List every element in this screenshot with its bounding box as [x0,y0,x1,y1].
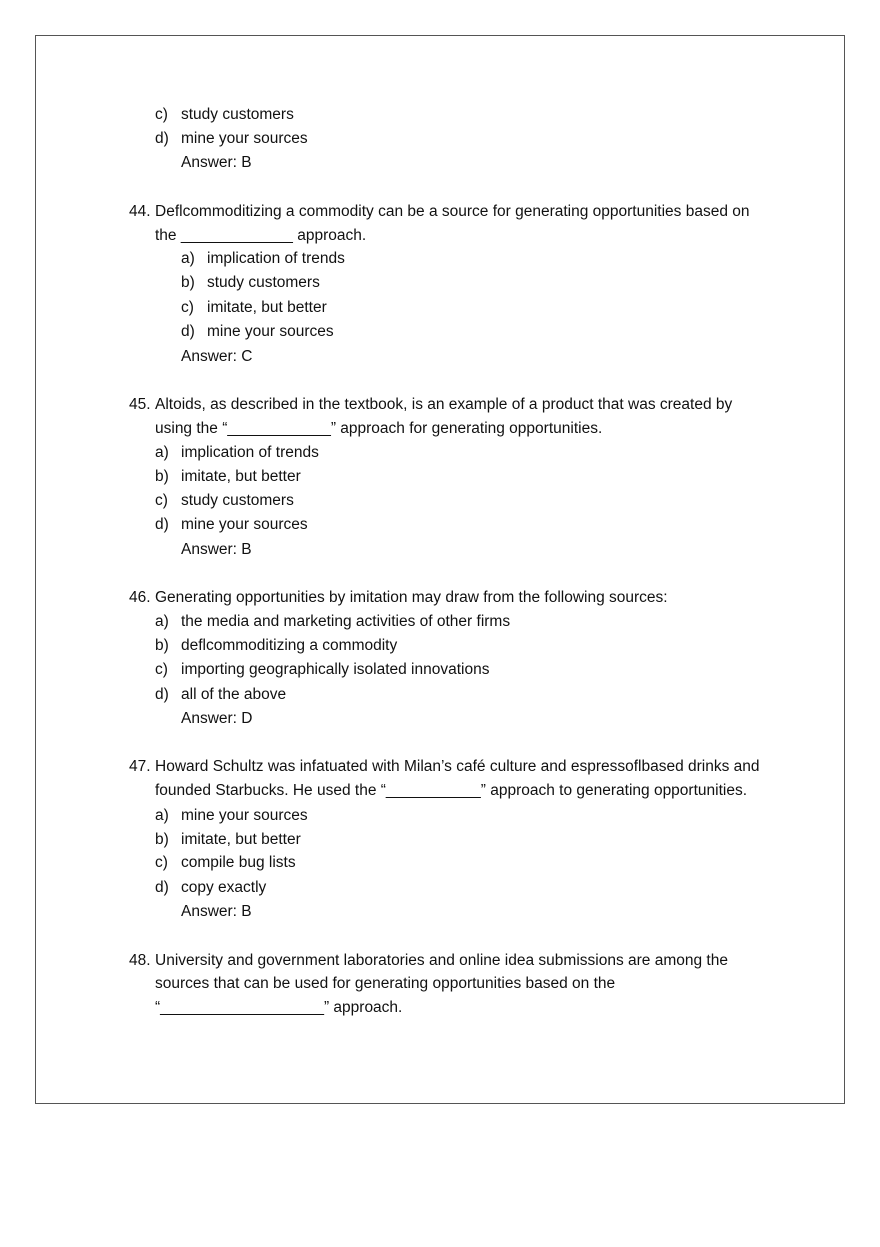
question-text-line: the _____________ approach. [155,227,367,244]
option-text: the media and marketing activities of other firms [181,613,511,630]
option-text: imitate, but better [181,468,301,485]
option-letter: d) [155,686,169,703]
option-letter: c) [155,854,168,871]
option-text: mine your sources [207,323,334,340]
option-text: imitate, but better [181,831,301,848]
option-letter: c) [155,106,168,123]
option-text: study customers [181,106,294,123]
answer: Answer: B [181,541,252,558]
option-text: importing geographically isolated innovations [181,661,490,678]
option-text: mine your sources [181,516,308,533]
option-letter: b) [181,274,195,291]
option-text: study customers [207,274,320,291]
option-text: deflcommoditizing a commodity [181,637,398,654]
question-text-line: using the “____________” approach for generating opportunities. [155,420,603,437]
question-number: 44. [129,203,151,220]
option-letter: b) [155,468,169,485]
question-text-line: “___________________” approach. [155,999,403,1016]
answer: Answer: B [181,154,252,171]
option-text: copy exactly [181,879,267,896]
question-text-line: sources that can be used for generating opportunities based on the [155,975,616,992]
option-letter: d) [155,516,169,533]
option-text: mine your sources [181,130,308,147]
option-letter: d) [155,879,169,896]
page-frame [35,35,845,1104]
option-letter: a) [155,613,169,630]
question-text-line: Howard Schultz was infatuated with Milan’s café culture and espressoflbased drinks and [155,758,760,775]
option-text: imitate, but better [207,299,327,316]
answer: Answer: C [181,348,253,365]
option-letter: d) [181,323,195,340]
question-text-line: Altoids, as described in the textbook, is an example of a product that was created by [155,396,733,413]
option-letter: b) [155,637,169,654]
option-text: compile bug lists [181,854,296,871]
option-letter: a) [181,250,195,267]
question-text-line: University and government laboratories and online idea submissions are among the [155,952,728,969]
question-number: 46. [129,589,151,606]
option-letter: c) [155,492,168,509]
answer: Answer: B [181,903,252,920]
question-number: 48. [129,952,151,969]
answer: Answer: D [181,710,253,727]
option-letter: a) [155,444,169,461]
question-text-line: Generating opportunities by imitation may draw from the following sources: [155,589,668,606]
question-text-line: founded Starbucks. He used the “___________” approach to generating opportunities. [155,782,748,799]
question-number: 47. [129,758,151,775]
question-number: 45. [129,396,151,413]
option-text: mine your sources [181,807,308,824]
option-letter: a) [155,807,169,824]
option-text: all of the above [181,686,287,703]
option-text: study customers [181,492,294,509]
option-letter: b) [155,831,169,848]
option-text: implication of trends [207,250,345,267]
option-letter: d) [155,130,169,147]
question-text-line: Deflcommoditizing a commodity can be a source for generating opportunities based on [155,203,750,220]
option-letter: c) [181,299,194,316]
option-letter: c) [155,661,168,678]
option-text: implication of trends [181,444,319,461]
